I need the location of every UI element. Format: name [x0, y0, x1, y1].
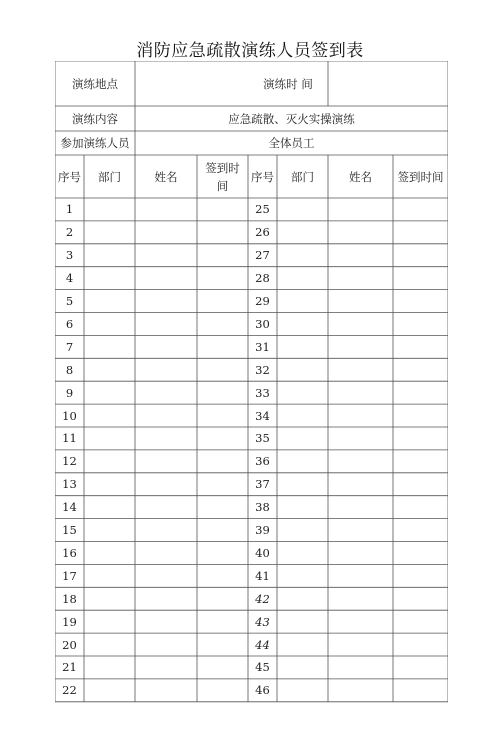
signin-time-cell: [197, 358, 248, 381]
signin-time-cell-right: [393, 404, 448, 427]
name-cell: [135, 335, 197, 358]
dept-cell: [84, 473, 135, 496]
page-title: 消防应急疏散演练人员签到表: [136, 41, 364, 61]
signin-time-cell: [197, 244, 248, 267]
name-cell-right: [328, 381, 393, 404]
row-number-right: 27: [255, 248, 270, 263]
name-cell: [135, 496, 197, 519]
name-cell: [135, 198, 197, 221]
signin-time-cell: [197, 587, 248, 610]
name-cell-right: [328, 473, 393, 496]
name-cell: [135, 679, 197, 702]
name-cell: [135, 313, 197, 336]
dept-cell: [84, 335, 135, 358]
row-number: 15: [62, 523, 77, 538]
signin-time-cell: [197, 221, 248, 244]
signin-time-cell: [197, 450, 248, 473]
signin-time-cell: [197, 564, 248, 587]
row-number: 4: [65, 271, 74, 286]
name-cell: [135, 542, 197, 565]
dept-cell: [84, 587, 135, 610]
signin-time-cell: [197, 656, 248, 679]
dept-cell-right: [277, 656, 328, 679]
header-seq: 序号: [58, 169, 81, 184]
name-cell: [135, 587, 197, 610]
row-number-right: 33: [255, 385, 270, 400]
name-cell-right: [328, 450, 393, 473]
name-cell-right: [328, 404, 393, 427]
name-cell-right: [328, 656, 393, 679]
dept-cell: [84, 198, 135, 221]
dept-cell-right: [277, 267, 328, 290]
name-cell: [135, 221, 197, 244]
signin-time-cell-right: [393, 450, 448, 473]
signin-time-cell-right: [393, 313, 448, 336]
signin-time-cell-right: [393, 610, 448, 633]
name-cell: [135, 244, 197, 267]
dept-cell: [84, 290, 135, 313]
signin-time-cell: [197, 633, 248, 656]
signin-time-cell: [197, 473, 248, 496]
sign-in-table: [55, 61, 448, 703]
dept-cell-right: [277, 633, 328, 656]
dept-cell-right: [277, 358, 328, 381]
signin-time-cell-right: [393, 427, 448, 450]
name-cell-right: [328, 290, 393, 313]
dept-cell-right: [277, 564, 328, 587]
signin-time-cell-right: [393, 679, 448, 702]
dept-cell-right: [277, 427, 328, 450]
signin-time-cell: [197, 404, 248, 427]
dept-cell: [84, 381, 135, 404]
name-cell: [135, 656, 197, 679]
dept-cell-right: [277, 404, 328, 427]
signin-time-cell: [197, 335, 248, 358]
signin-time-cell: [197, 610, 248, 633]
signin-time-cell: [197, 290, 248, 313]
signin-time-cell-right: [393, 335, 448, 358]
name-cell-right: [328, 221, 393, 244]
header-name-right: 姓名: [349, 169, 372, 184]
signin-time-cell-right: [393, 542, 448, 565]
header-dept-right: 部门: [291, 169, 314, 184]
row-number-right: 32: [255, 362, 270, 377]
row-number: 9: [65, 385, 74, 400]
name-cell-right: [328, 313, 393, 336]
name-cell: [135, 381, 197, 404]
signin-time-cell-right: [393, 496, 448, 519]
row-number-right: 39: [255, 523, 270, 538]
dept-cell-right: [277, 496, 328, 519]
signin-time-cell-right: [393, 633, 448, 656]
row-number-right: 45: [255, 660, 270, 675]
dept-cell-right: [277, 290, 328, 313]
signin-time-cell-right: [393, 358, 448, 381]
dept-cell: [84, 313, 135, 336]
name-cell-right: [328, 564, 393, 587]
row-number-right: 28: [255, 271, 270, 286]
name-cell: [135, 358, 197, 381]
name-cell-right: [328, 542, 393, 565]
signin-time-cell-right: [393, 564, 448, 587]
name-cell-right: [328, 244, 393, 267]
name-cell: [135, 427, 197, 450]
dept-cell-right: [277, 542, 328, 565]
dept-cell: [84, 267, 135, 290]
dept-cell-right: [277, 313, 328, 336]
signin-time-cell: [197, 542, 248, 565]
dept-cell-right: [277, 587, 328, 610]
row-number: 12: [62, 454, 77, 469]
row-number: 20: [62, 637, 77, 652]
dept-cell: [84, 610, 135, 633]
dept-cell: [84, 564, 135, 587]
dept-cell: [84, 542, 135, 565]
row-number: 2: [65, 225, 74, 240]
content-label: 演练内容: [72, 111, 118, 126]
row-number: 1: [65, 202, 74, 217]
header-signin-time: 签到时间: [205, 160, 240, 193]
row-number-right: 41: [255, 568, 270, 583]
signin-time-cell-right: [393, 221, 448, 244]
row-number: 18: [62, 591, 77, 606]
name-cell: [135, 519, 197, 542]
signin-time-cell-right: [393, 473, 448, 496]
row-number-right: 36: [255, 454, 270, 469]
time-label: 演练时 间: [263, 76, 313, 91]
row-number: 13: [62, 477, 77, 492]
header-seq-right: 序号: [251, 169, 274, 184]
dept-cell: [84, 679, 135, 702]
name-cell-right: [328, 335, 393, 358]
dept-cell: [84, 404, 135, 427]
row-number: 11: [62, 431, 77, 446]
name-cell-right: [328, 267, 393, 290]
dept-cell-right: [277, 381, 328, 404]
row-number: 6: [65, 316, 74, 331]
dept-cell-right: [277, 335, 328, 358]
signin-time-cell: [197, 427, 248, 450]
row-number: 10: [62, 408, 77, 423]
content-value: 应急疏散、灭火实操演练: [228, 111, 355, 126]
row-number: 16: [62, 545, 77, 560]
signin-time-cell: [197, 381, 248, 404]
row-number-right: 25: [255, 202, 270, 217]
name-cell: [135, 267, 197, 290]
row-number-right: 38: [255, 500, 270, 515]
dept-cell-right: [277, 473, 328, 496]
signin-time-cell: [197, 267, 248, 290]
signin-time-cell: [197, 519, 248, 542]
dept-cell-right: [277, 679, 328, 702]
signin-time-cell-right: [393, 290, 448, 313]
name-cell-right: [328, 610, 393, 633]
signin-time-cell-right: [393, 656, 448, 679]
name-cell: [135, 633, 197, 656]
row-number-right: 26: [255, 225, 270, 240]
dept-cell: [84, 244, 135, 267]
dept-cell: [84, 519, 135, 542]
name-cell-right: [328, 633, 393, 656]
name-cell-right: [328, 358, 393, 381]
name-cell-right: [328, 427, 393, 450]
signin-time-cell: [197, 198, 248, 221]
signin-time-cell-right: [393, 587, 448, 610]
dept-cell: [84, 450, 135, 473]
dept-cell: [84, 221, 135, 244]
name-cell: [135, 564, 197, 587]
header-name: 姓名: [154, 169, 178, 184]
name-cell: [135, 450, 197, 473]
name-cell: [135, 404, 197, 427]
name-cell: [135, 610, 197, 633]
row-number-right: 40: [255, 545, 270, 560]
participants-value: 全体员工: [268, 136, 315, 150]
signin-time-cell-right: [393, 198, 448, 221]
signin-time-cell: [197, 313, 248, 336]
signin-time-cell-right: [393, 267, 448, 290]
name-cell-right: [328, 198, 393, 221]
row-number: 3: [65, 248, 74, 263]
row-number-right: 37: [255, 477, 270, 492]
dept-cell: [84, 427, 135, 450]
name-cell-right: [328, 587, 393, 610]
location-label: 演练地点: [72, 76, 118, 91]
row-number-right: 29: [255, 294, 270, 309]
row-number: 17: [62, 568, 77, 583]
row-number-right: 34: [255, 408, 270, 423]
dept-cell: [84, 633, 135, 656]
row-number-right: 46: [255, 683, 270, 698]
dept-cell: [84, 496, 135, 519]
row-number-right: 31: [255, 339, 270, 354]
dept-cell: [84, 656, 135, 679]
time-value: [328, 61, 448, 106]
row-number-right: 43: [255, 614, 270, 629]
dept-cell-right: [277, 519, 328, 542]
row-number: 22: [62, 683, 77, 698]
name-cell-right: [328, 679, 393, 702]
row-number: 7: [65, 339, 74, 354]
signin-time-cell-right: [393, 519, 448, 542]
dept-cell-right: [277, 221, 328, 244]
row-number: 19: [62, 614, 77, 629]
signin-time-cell: [197, 496, 248, 519]
signin-time-cell-right: [393, 244, 448, 267]
row-number-right: 30: [255, 316, 270, 331]
row-number-right: 44: [255, 637, 270, 652]
name-cell-right: [328, 519, 393, 542]
signin-time-cell: [197, 679, 248, 702]
row-number-right: 42: [255, 591, 270, 606]
name-cell-right: [328, 496, 393, 519]
row-number: 14: [62, 500, 77, 515]
dept-cell-right: [277, 610, 328, 633]
name-cell: [135, 473, 197, 496]
row-number: 21: [62, 660, 77, 675]
dept-cell: [84, 358, 135, 381]
dept-cell-right: [277, 450, 328, 473]
row-number: 5: [65, 294, 74, 309]
signin-time-cell-right: [393, 381, 448, 404]
header-signin-time-right: 签到时间: [397, 169, 444, 184]
header-dept: 部门: [98, 169, 121, 184]
participants-label: 参加演练人员: [60, 136, 130, 150]
row-number-right: 35: [255, 431, 270, 446]
row-number: 8: [65, 362, 74, 377]
dept-cell-right: [277, 198, 328, 221]
name-cell: [135, 290, 197, 313]
dept-cell-right: [277, 244, 328, 267]
